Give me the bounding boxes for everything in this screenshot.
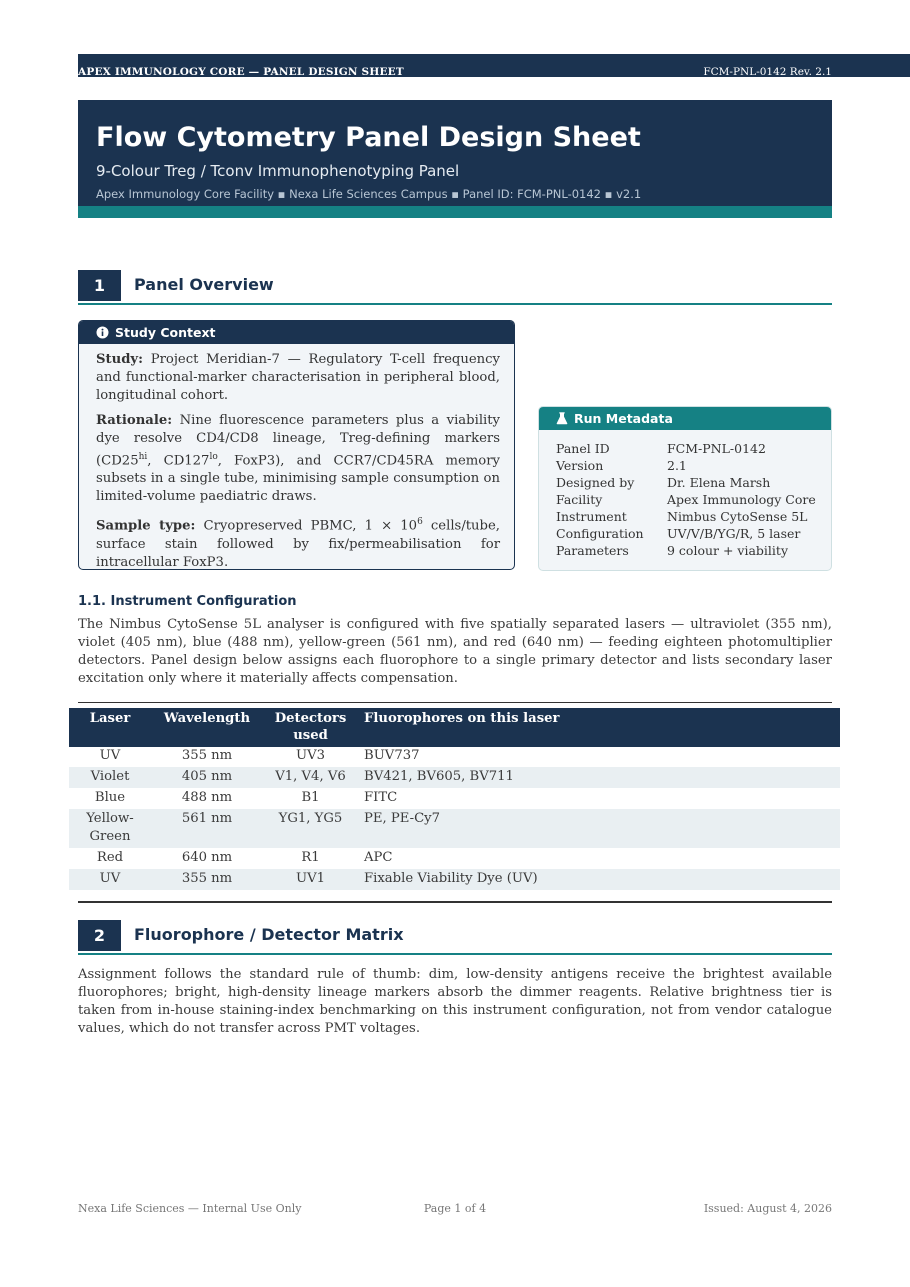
rationale-text-2: , CD127 xyxy=(147,453,210,469)
cell-wavelength: 640 nm xyxy=(181,850,233,865)
metadata-key: Parameters xyxy=(556,543,629,558)
instrument-configuration-text: The Nimbus CytoSense 5L analyser is configured with five spatially separated lasers — ultraviolet (355 nm), violet (405 nm), blue (488 nm), yellow-green (561 nm), and red (640 nm) — feeding eighteen photomultiplier detectors. Panel design below assigns each fluorophore to a single primary detector and lists secondary laser excitation only where it materially affects compensation. xyxy=(78,617,832,686)
cell-fluorophores: PE, PE-Cy7 xyxy=(358,809,840,848)
study-context-heading: Study Context xyxy=(115,325,216,340)
section-title: Panel Overview xyxy=(134,275,274,294)
cell-laser: UV xyxy=(99,748,121,763)
section-number: 1 xyxy=(78,270,121,301)
metadata-key: Designed by xyxy=(556,475,635,490)
banner-accent-strip xyxy=(78,206,832,218)
cell-detectors: V1, V4, V6 xyxy=(263,767,358,788)
cell-fluorophores: BV421, BV605, BV711 xyxy=(358,767,840,788)
column-header-fluorophores: Fluorophores on this laser xyxy=(358,708,840,747)
cell-detectors: UV3 xyxy=(295,748,326,763)
cell-laser: Yellow-Green xyxy=(69,809,151,848)
column-header-laser: Laser xyxy=(69,708,151,747)
cell-fluorophores: FITC xyxy=(364,790,398,805)
metadata-key: Version xyxy=(556,458,604,473)
title-banner xyxy=(78,100,832,206)
rationale-text-3: , FoxP3), and CCR7/CD45RA memory subsets in a single tube, minimising sample consumption on limited-volume paediatric draws. xyxy=(96,453,500,505)
sample-sup: 6 xyxy=(417,517,423,528)
study-paragraph xyxy=(96,351,500,405)
run-metadata-header xyxy=(539,407,831,430)
column-header-wavelength: Wavelength xyxy=(151,708,263,747)
cell-laser: Red xyxy=(96,850,124,865)
metadata-row xyxy=(556,474,831,491)
sample-text-2: cells/tube, surface stain followed by fix/permeabilisation for intracellular FoxP3. xyxy=(96,518,500,570)
cell-fluorophores: BUV737 xyxy=(364,748,420,763)
metadata-key: Instrument xyxy=(556,509,627,524)
cell-fluorophores: APC xyxy=(364,850,393,865)
study-label: Study: xyxy=(96,352,143,367)
table-row xyxy=(69,848,840,869)
section-heading-2 xyxy=(78,920,832,955)
table-row xyxy=(69,809,840,848)
fluorophore-matrix-text: Assignment follows the standard rule of thumb: dim, low-density antigens receive the brightest available fluorophores; bright, high-density lineage markers absorb the dimmer reagents. Relative brightness tier is taken from in-house staining-index benchmarking on this instrument configuration, not from vendor catalogue values, which do not transfer across PMT voltages. xyxy=(78,967,832,1036)
sample-text-1: Cryopreserved PBMC, 1 × 10 xyxy=(195,518,418,534)
cell-wavelength: 355 nm xyxy=(151,869,263,890)
column-header-detectors: Detectors used xyxy=(263,708,358,747)
rationale-text-1: Nine fluorescence parameters plus a viability dye resolve CD4/CD8 lineage, Treg-defining markers (CD25 xyxy=(96,413,500,469)
metadata-value: UV/V/B/YG/R, 5 laser xyxy=(667,526,801,541)
section-heading-1 xyxy=(78,270,832,305)
run-metadata-heading: Run Metadata xyxy=(574,411,673,426)
cell-wavelength: 488 nm xyxy=(181,790,233,805)
running-header-left: APEX IMMUNOLOGY CORE — PANEL DESIGN SHEET xyxy=(78,66,404,78)
page-number: Page 1 of 4 xyxy=(423,1202,487,1215)
cell-detectors: B1 xyxy=(301,790,320,805)
metadata-row xyxy=(556,508,831,525)
rationale-paragraph xyxy=(96,412,500,506)
metadata-value: Dr. Elena Marsh xyxy=(667,475,771,490)
document-title: Flow Cytometry Panel Design Sheet xyxy=(96,122,641,153)
table-row xyxy=(69,788,840,809)
metadata-value: FCM-PNL-0142 xyxy=(667,441,766,456)
cell-detectors: UV1 xyxy=(263,869,358,890)
metadata-value: Apex Immunology Core xyxy=(667,492,816,507)
rationale-label: Rationale: xyxy=(96,413,173,428)
table-row xyxy=(69,869,840,890)
cell-laser: Blue xyxy=(94,790,126,805)
sample-paragraph xyxy=(96,513,500,570)
flask-icon xyxy=(556,412,568,425)
running-header xyxy=(78,54,910,77)
study-context-header xyxy=(79,321,514,344)
footer-left: Nexa Life Sciences — Internal Use Only xyxy=(78,1202,302,1215)
section-title: Fluorophore / Detector Matrix xyxy=(134,925,404,944)
metadata-row xyxy=(556,525,831,542)
metadata-row xyxy=(556,491,831,508)
rationale-sup-1: hi xyxy=(138,452,148,462)
cell-wavelength: 355 nm xyxy=(181,748,233,763)
cell-fluorophores: Fixable Viability Dye (UV) xyxy=(358,869,840,890)
table-header-row xyxy=(69,708,840,747)
metadata-key: Facility xyxy=(556,492,603,507)
metadata-row xyxy=(556,457,831,474)
cell-detectors: R1 xyxy=(301,850,320,865)
metadata-row xyxy=(556,440,831,457)
running-header-right: FCM-PNL-0142 Rev. 2.1 xyxy=(703,66,832,78)
sample-label: Sample type: xyxy=(96,518,196,534)
cell-wavelength: 405 nm xyxy=(151,767,263,788)
section-number: 2 xyxy=(78,920,121,951)
metadata-key: Panel ID xyxy=(556,441,610,456)
metadata-key: Configuration xyxy=(556,526,644,541)
document-subtitle: 9-Colour Treg / Tconv Immunophenotyping Panel xyxy=(96,162,460,180)
metadata-row xyxy=(556,542,831,559)
cell-detectors: YG1, YG5 xyxy=(263,809,358,848)
footer-issued-date: Issued: August 4, 2026 xyxy=(703,1202,832,1215)
subsection-heading: 1.1. Instrument Configuration xyxy=(78,594,297,609)
cell-laser: UV xyxy=(69,869,151,890)
info-icon xyxy=(96,326,109,339)
table-row xyxy=(69,767,840,788)
laser-table xyxy=(69,702,840,890)
metadata-value: Nimbus CytoSense 5L xyxy=(667,509,808,524)
metadata-value: 9 colour + viability xyxy=(667,543,789,558)
run-metadata-box xyxy=(538,406,832,571)
study-context-box xyxy=(78,320,515,570)
run-metadata-list xyxy=(539,430,831,559)
document-meta-line: Apex Immunology Core Facility ▪ Nexa Life Sciences Campus ▪ Panel ID: FCM-PNL-0142 ▪ v2.1 xyxy=(96,187,642,201)
table-bottom-rule xyxy=(78,901,832,903)
study-text: Project Meridian-7 — Regulatory T-cell frequency and functional-marker characterisation in peripheral blood, longitudinal cohort. xyxy=(96,352,500,403)
metadata-value: 2.1 xyxy=(667,458,687,473)
cell-laser: Violet xyxy=(69,767,151,788)
cell-wavelength: 561 nm xyxy=(151,809,263,848)
rationale-sup-2: lo xyxy=(209,452,218,462)
